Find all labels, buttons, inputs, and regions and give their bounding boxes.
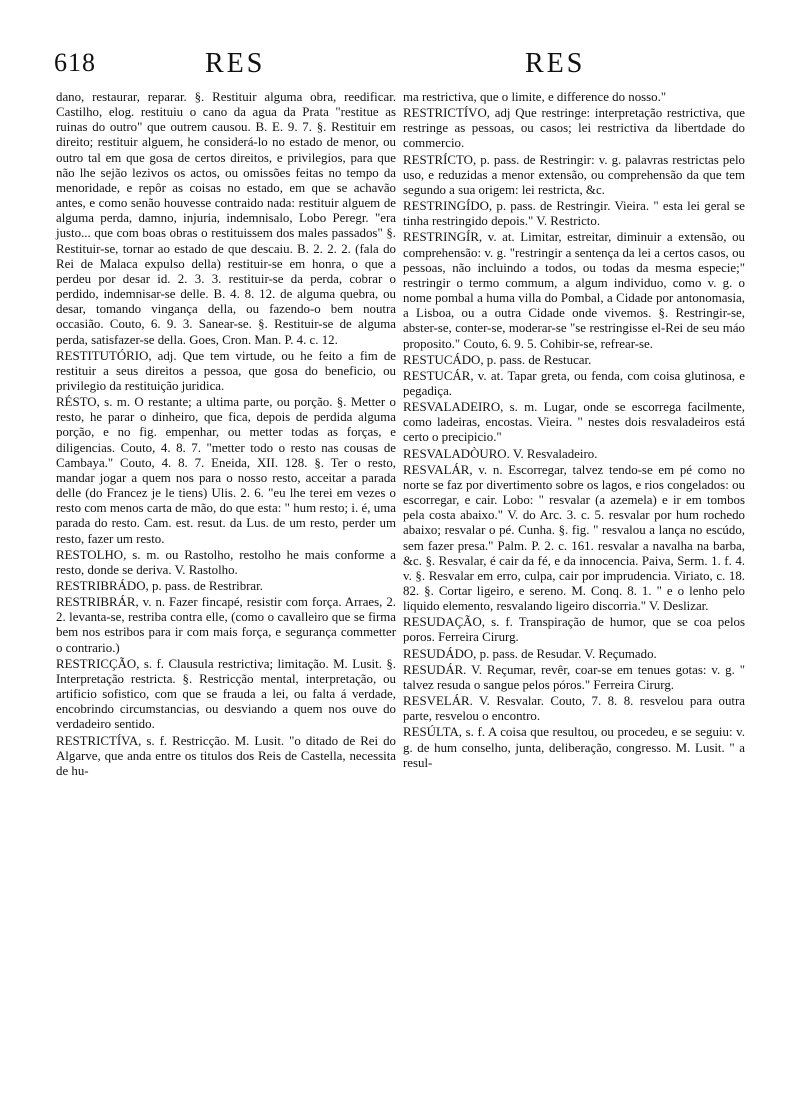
entry-text: RESTRICTÍVA, s. f. Restricção. M. Lusit. "o ditado de Rei do Algarve, que anda entre os titulos dos Reis de Castella, necessita de hu- (56, 733, 396, 778)
entry-text: RESTRICTÍVO, adj Que restringe: interpretação restrictiva, que restringe as pessoas, ou casos; lei restrictiva da libertdade do commercio. (403, 106, 745, 151)
entry-text: RESUDÁR. V. Reçumar, revêr, coar-se em tenues gotas: v. g. " talvez resuda o sangue pelos póros." Ferreira Cirurg. (403, 662, 745, 692)
column-divider (399, 92, 400, 1060)
entry-text: RESTUCÁR, v. at. Tapar greta, ou fenda, com coisa glutinosa, e pegadiça. (403, 368, 745, 398)
entry-text: RESTITUTÓRIO, adj. Que tem virtude, ou he feito a fim de restituir a seus direitos a pessoa, que gosa do beneficio, ou privilegio da restituição juridica. (56, 348, 396, 393)
page-header (0, 42, 789, 82)
entry-text: ma restrictiva, que o limite, e difference do nosso." (403, 90, 667, 104)
running-head-right: RES (525, 48, 586, 79)
entry-text: RESVALÁR, v. n. Escorregar, talvez tendo-se em pé como no norte se faz por divertimento sobre os lagos, e rios congelados: ou escorregar, e cair. Lobo: " resvalar (a azemela) e ir em tombos pela costa abaixo." V. do Arc. 3. c. 5. resvalar por hum rochedo abaixo; resvalar o pé. Cunha. §. fig. " resvalou a lança no escúdo, sem fazer presa." Palm. P. 2. c. 161. resvalar a navalha na barba, &c. §. Resvalar, é cair da fé, e da innocencia. Paiva, Serm. 1. f. 4. v. §. Resvalar em erro, culpa, cair por imprudencia. Viriato, c. 18. 82. §. Cortar ligeiro, e sereno. M. Conq. 8. 1. " e o lenho pelo liquido elemento, resvalando ligeiro discorria." V. Deslizar. (403, 462, 745, 614)
entry-text: RESTOLHO, s. m. ou Rastolho, restolho he mais conforme a resto, donde se deriva. V. Rastolho. (56, 547, 396, 577)
entry-text: RÉSTO, s. m. O restante; a ultima parte, ou porção. §. Metter o resto, he parar o dinheiro, que fica, depois de perdida alguma porção, e no fig. empenhar, ou metter todas as forças, e diligencias. Couto, 4. 8. 7. "metter todo o resto nas cousas de Cambaya." Couto, 4. 8. 7. Eneida, XII. 128. §. Ter o resto, mandar jogar a quem nos para o nosso resto, acceitar a parada delle (do Francez je le tiens) Ulis. 2. 6. "eu lhe terei em vezes o resto com menos carta de mão, do que esta: " hum resto; i. é, uma parada do resto. Cam. est. resut. da Lus. de um resto, perder um resto, fazer um resto. (56, 395, 396, 546)
page-number: 618 (54, 48, 96, 77)
entry-text: RESUDAÇÃO, s. f. Transpiração de humor, que se coa pelos poros. Ferreira Cirurg. (403, 615, 745, 645)
entry-text: RESVALADÒURO. V. Resvaladeiro. (403, 446, 598, 461)
entry-text: RESVELÁR. V. Resvalar. Couto, 7. 8. 8. resvelou para outra parte, resvelou o encontro. (403, 694, 745, 724)
entry-text: RESTRÍCTO, p. pass. de Restringir: v. g. palavras restrictas pelo uso, e reduzidas a menor extensão, ou comprehensão da que tem segundo a sua origem: lei restricta, &c. (403, 152, 745, 197)
entry-text: RESTRINGÍR, v. at. Limitar, estreitar, diminuir a extensão, ou comprehensão: v. g. "restringir a sentença da lei a certos casos, ou pessoas, não incluindo a todos, ou todas da mesma especie;" restringir o termo commum, a algum individuo, como v. g. o nome pombal a huma villa do Pombal, a Cidade por antonomasia, a Lisboa, ou a outra Cidade onde vivemos. §. Restringir-se, abster-se, conter-se, moderar-se "se restringisse el-Rei de seu máo proposito." Couto, 6. 9. 5. Cohibir-se, refrear-se. (403, 230, 745, 351)
entry-text: RESVALADEIRO, s. m. Lugar, onde se escorrega facilmente, como ladeiras, encostas. Vieira. " nestes dois resvaladeiros está certo o precipicio." (403, 400, 745, 445)
right-column (403, 90, 745, 772)
entry-text: RESTRINGÍDO, p. pass. de Restringir. Vieira. " esta lei geral se tinha restringido depois." V. Restricto. (403, 199, 745, 229)
entry-text: RESÚLTA, s. f. A coisa que resultou, ou procedeu, e se seguiu: v. g. de hum conselho, junta, deliberação, congresso. M. Lusit. " a resul- (403, 725, 745, 770)
entry-text: RESTRICÇÃO, s. f. Clausula restrictiva; limitação. M. Lusit. §. Interpretação restricta. §. Restricção mental, interpretação, ou artificio sofistico, com que se frauda a lei, ou falta á verdade, encobrindo circumstancias, ou desviando a quem nos ouve do verdadeiro sentido. (56, 656, 396, 732)
left-column (56, 90, 396, 780)
entry-text: RESTRIBRÁR, v. n. Fazer fincapé, resistir com força. Arraes, 2. 2. levanta-se, restriba contra elle, (como o cavalleiro que se firma bem nos estribos para ir com mais força, e segurança commetter o contrario.) (56, 595, 396, 655)
running-head-left: RES (205, 48, 266, 79)
entry-text: RESUDÁDO, p. pass. de Resudar. V. Reçumado. (403, 646, 657, 661)
entry-text: RESTRIBRÁDO, p. pass. de Restribrar. (56, 579, 263, 593)
entry-text: dano, restaurar, reparar. §. Restituir alguma obra, reedificar. Castilho, elog. restituiu o cano da agua da Prata "restitue as ruinas do outro" que outrem causou. B. E. 9. 7. §. Restituir em direito; restituir alguem, he considerá-lo no estado de menor, ou outro tal em que gosa de certos direitos, e privilegios, para que não lhe sejão lezivos os actos, ou omissões feitas no tempo da menoridade, e repôr as coisas no estado, em que se achavão antes, e como senão houvesse contraido nada: restituir alguem de alguma perda, damno, injuria, indemnisalo, Lobo Peregr. "era justo... que com boas obras o restituissem dos males passados" §. Restituir-se, tornar ao estado de que descaiu. B. 2. 2. 2. (fala do Rei de Malaca expulso della) restituir-se em honra, o que a perdeu por desar id. 2. 3. 3. restituir-se da perda, cobrar o perdido, indemnisar-se delle. B. 4. 8. 12. de alguma quebra, ou desar, tomando vingança della, ou fazendo-o bem noutra occasião. Couto, 6. 9. 3. Sanear-se. §. Restituir-se de alguma perda, satisfazer-se della. Goes, Cron. Man. P. 4. c. 12. (56, 90, 396, 347)
entry-text: RESTUCÁDO, p. pass. de Restucar. (403, 352, 592, 367)
